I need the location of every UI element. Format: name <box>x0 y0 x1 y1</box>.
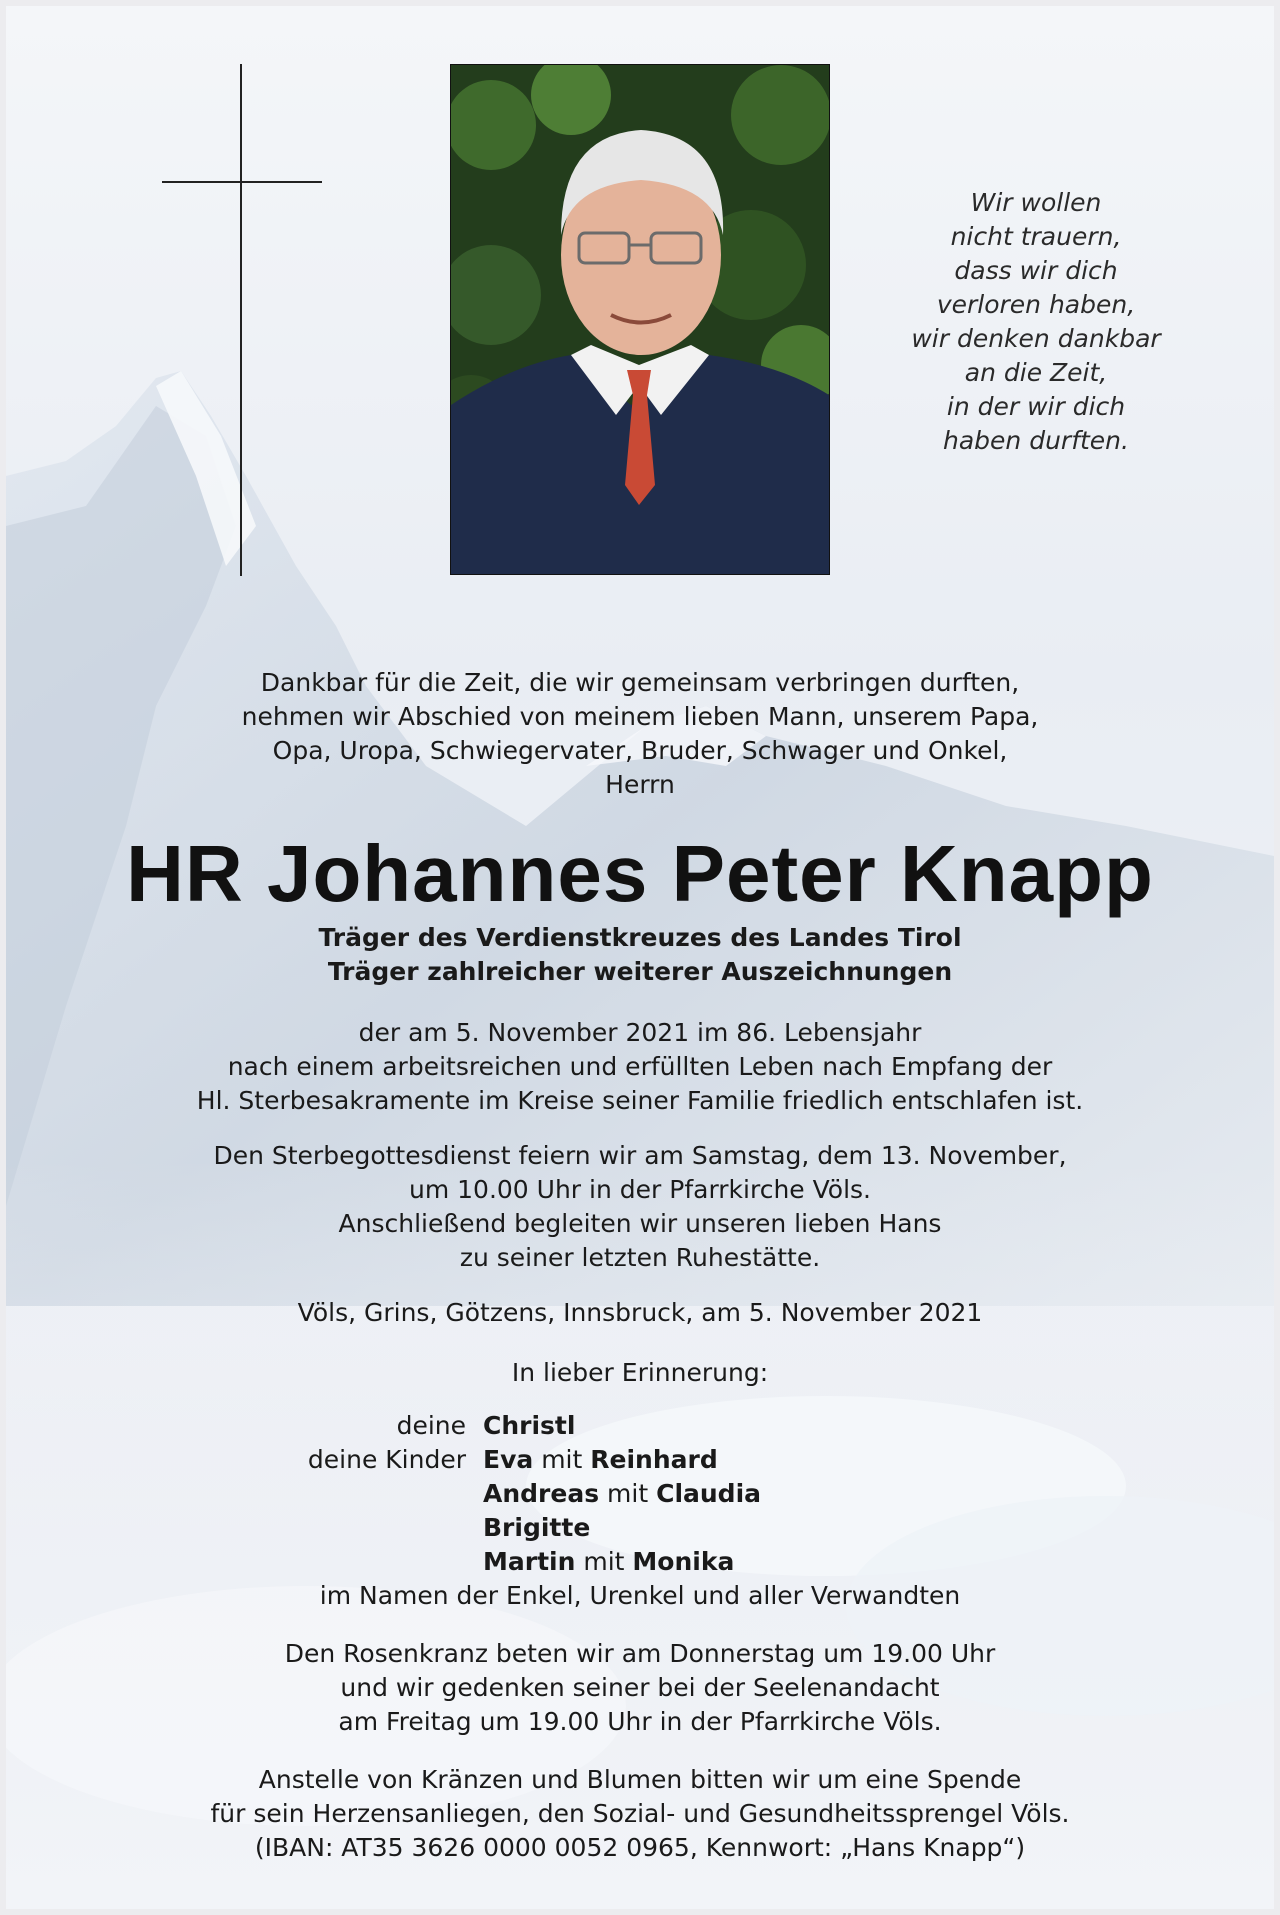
donation-line: für sein Herzensanliegen, den Sozial- und Gesundheitssprengel Völs. <box>210 1799 1070 1828</box>
relatives <box>6 1579 1274 1613</box>
poem-line: in der wir dich <box>946 392 1126 421</box>
funeral-line: Anschließend begleiten wir unseren lieben Hans <box>338 1209 942 1238</box>
portrait-photo <box>450 64 830 575</box>
family-list <box>6 1409 1274 1579</box>
connector: mit <box>583 1547 625 1576</box>
partner-name: Reinhard <box>590 1445 718 1474</box>
child-name: Eva <box>483 1445 534 1474</box>
children-label: deine Kinder <box>307 1445 466 1474</box>
donation-info <box>6 1763 1274 1865</box>
portrait-image <box>451 65 829 574</box>
family-row-child <box>6 1477 1274 1511</box>
family-row-wife <box>6 1409 1274 1443</box>
partner-name: Claudia <box>656 1479 762 1508</box>
obituary-page <box>6 6 1274 1909</box>
connector: mit <box>607 1479 649 1508</box>
donation-line: Anstelle von Kränzen und Blumen bitten wir um eine Spende <box>258 1765 1022 1794</box>
funeral-line: zu seiner letzten Ruhestätte. <box>459 1243 821 1272</box>
rosary-line: und wir gedenken seiner bei der Seelenandacht <box>340 1673 940 1702</box>
partner-name: Monika <box>632 1547 735 1576</box>
intro-line: Opa, Uropa, Schwiegervater, Bruder, Schwager und Onkel, <box>272 736 1008 765</box>
child-name: Brigitte <box>483 1513 591 1542</box>
donation-line: (IBAN: AT35 3626 0000 0052 0965, Kennwort: „Hans Knapp“) <box>254 1833 1026 1862</box>
rosary-line: am Freitag um 19.00 Uhr in der Pfarrkirche Völs. <box>338 1707 942 1736</box>
funeral-info <box>6 1139 1274 1275</box>
place-date-line: Völs, Grins, Götzens, Innsbruck, am 5. November 2021 <box>297 1298 983 1327</box>
rosary-info <box>6 1637 1274 1739</box>
wife-label: deine <box>396 1411 466 1440</box>
poem-line: dass wir dich <box>954 256 1118 285</box>
rosary-line: Den Rosenkranz beten wir am Donnerstag um 19.00 Uhr <box>284 1639 996 1668</box>
deceased-name: HR Johannes Peter Knapp <box>126 829 1154 918</box>
poem-line: haben durften. <box>943 426 1129 455</box>
death-line: nach einem arbeitsreichen und erfüllten Leben nach Empfang der <box>227 1052 1053 1081</box>
death-line: der am 5. November 2021 im 86. Lebensjahr <box>358 1018 922 1047</box>
funeral-line: um 10.00 Uhr in der Pfarrkirche Völs. <box>409 1175 871 1204</box>
memory-title <box>6 1356 1274 1390</box>
poem <box>886 186 1186 458</box>
honor-line: Träger des Verdienstkreuzes des Landes Tirol <box>318 923 962 952</box>
death-notice <box>6 1016 1274 1118</box>
wife-name: Christl <box>483 1411 576 1440</box>
intro-text <box>6 666 1274 802</box>
poem-line: an die Zeit, <box>964 358 1108 387</box>
poem-line: verloren haben, <box>936 290 1136 319</box>
death-line: Hl. Sterbesakramente im Kreise seiner Familie friedlich entschlafen ist. <box>196 1086 1084 1115</box>
intro-line: Dankbar für die Zeit, die wir gemeinsam verbringen durften, <box>260 668 1020 697</box>
child-name: Martin <box>483 1547 576 1576</box>
poem-line: nicht trauern, <box>950 222 1122 251</box>
poem-line: wir denken dankbar <box>911 324 1161 353</box>
poem-line: Wir wollen <box>970 188 1102 217</box>
connector: mit <box>541 1445 583 1474</box>
place-date <box>6 1296 1274 1330</box>
child-name: Andreas <box>483 1479 600 1508</box>
intro-line: Herrn <box>605 770 675 799</box>
honors <box>6 921 1274 989</box>
relatives-line: im Namen der Enkel, Urenkel und aller Verwandten <box>319 1581 961 1610</box>
memory-title-line: In lieber Erinnerung: <box>511 1358 769 1387</box>
family-row-child <box>6 1511 1274 1545</box>
funeral-line: Den Sterbegottesdienst feiern wir am Samstag, dem 13. November, <box>213 1141 1067 1170</box>
family-row-child <box>6 1545 1274 1579</box>
honor-line: Träger zahlreicher weiterer Auszeichnungen <box>327 957 953 986</box>
intro-line: nehmen wir Abschied von meinem lieben Mann, unserem Papa, <box>241 702 1039 731</box>
family-row-child <box>6 1443 1274 1477</box>
